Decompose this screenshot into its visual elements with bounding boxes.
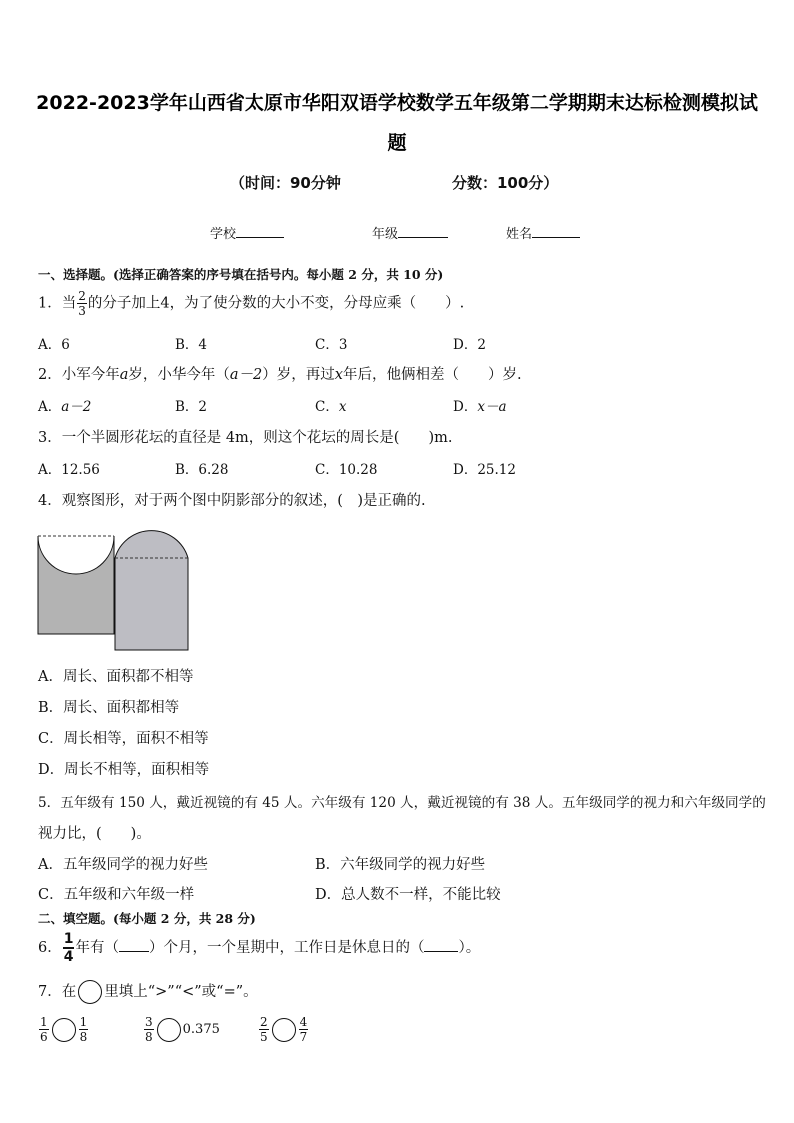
q2-option-a[interactable]: A．a－2 bbox=[38, 399, 92, 415]
q7-pair-1: $\frac{1}{6}$ $\frac{1}{8}$ bbox=[40, 1015, 88, 1044]
q4-option-c[interactable]: C．周长相等，面积不相等 bbox=[38, 731, 209, 747]
question-7: 7．在 里填上“>”“<”或“=”。 bbox=[38, 980, 258, 1004]
grade-label: 年级 bbox=[372, 227, 399, 242]
circle-icon bbox=[78, 980, 102, 1004]
q2-option-c[interactable]: C．x bbox=[315, 399, 347, 415]
section-heading-choice: 一、选择题。(选择正确答案的序号填在括号内。每小题 2 分，共 10 分) bbox=[38, 267, 444, 282]
question-3: 3．一个半圆形花坛的直径是 4m，则这个花坛的周长是( )m. bbox=[38, 430, 453, 446]
q1-option-d[interactable]: D．2 bbox=[453, 337, 486, 353]
page-title: 2022-2023学年山西省太原市华阳双语学校数学五年级第二学期期末达标检测模拟试 bbox=[36, 92, 758, 114]
q7-pair-3: $\frac{2}{5}$ $\frac{4}{7}$ bbox=[260, 1015, 308, 1044]
q7-compare-circle-3[interactable] bbox=[272, 1018, 296, 1042]
q5-option-d[interactable]: D．总人数不一样，不能比较 bbox=[315, 887, 501, 903]
q3-option-d[interactable]: D．25.12 bbox=[453, 462, 516, 478]
q7-compare-circle-2[interactable] bbox=[157, 1018, 181, 1042]
q1-option-b[interactable]: B．4 bbox=[175, 337, 208, 353]
q4-option-a[interactable]: A．周长、面积都不相等 bbox=[38, 669, 194, 685]
q3-option-c[interactable]: C．10.28 bbox=[315, 462, 378, 478]
q6-blank-2[interactable] bbox=[424, 951, 458, 952]
page-title-continued: 题 bbox=[387, 132, 407, 154]
var-a: a bbox=[119, 367, 129, 383]
section-heading-fill-in: 二、填空题。(每小题 2 分，共 28 分) bbox=[38, 911, 256, 926]
q5-option-b[interactable]: B．六年级同学的视力好些 bbox=[315, 857, 486, 873]
school-label: 学校 bbox=[210, 227, 237, 242]
grade-blank[interactable] bbox=[398, 237, 448, 238]
shaded-rectangle-with-semicircle-cutout bbox=[38, 536, 114, 634]
q7-compare-circle-1[interactable] bbox=[52, 1018, 76, 1042]
q4-option-d[interactable]: D．周长不相等，面积相等 bbox=[38, 762, 210, 778]
q7-pair-2: $\frac{3}{8}$ 0.375 bbox=[145, 1015, 220, 1044]
grade-field[interactable] bbox=[372, 223, 448, 242]
var-x: x bbox=[334, 367, 343, 383]
q6-blank-1[interactable] bbox=[119, 951, 149, 952]
expr-a-minus-2: a－2 bbox=[229, 367, 263, 383]
q1-fraction: $\frac{2}{3}$ bbox=[78, 289, 86, 318]
q5-option-a[interactable]: A．五年级同学的视力好些 bbox=[38, 857, 208, 873]
question-6: 6． $\frac{1}{4}$ 年有（ ）个月，一个星期中，工作日是休息日的（ ）。 bbox=[38, 931, 481, 965]
q5-option-c[interactable]: C．五年级和六年级一样 bbox=[38, 887, 195, 903]
time-label: （时间：90分钟 bbox=[230, 174, 341, 192]
q4-option-b[interactable]: B．周长、面积都相等 bbox=[38, 700, 180, 716]
q2-option-d[interactable]: D．x－a bbox=[453, 399, 507, 415]
q6-fraction: $\frac{1}{4}$ bbox=[63, 931, 74, 965]
q1-option-a[interactable]: A．6 bbox=[38, 337, 70, 353]
question-2: 2．小军今年a岁，小华今年（a－2）岁，再过x年后，他俩相差（ ）岁. bbox=[38, 367, 522, 383]
q1-text: 的分子加上4，为了使分数的大小不变，分母应乘（ ）. bbox=[87, 295, 465, 312]
question-4: 4．观察图形，对于两个图中阴影部分的叙述，( )是正确的. bbox=[38, 493, 426, 509]
question-5-line2: 视力比，( )。 bbox=[38, 826, 151, 842]
q2-option-b[interactable]: B．2 bbox=[175, 399, 208, 415]
school-blank[interactable] bbox=[236, 237, 284, 238]
name-field[interactable] bbox=[506, 223, 580, 242]
name-blank[interactable] bbox=[532, 237, 580, 238]
q1-prefix: 1．当 bbox=[38, 295, 77, 312]
school-field[interactable] bbox=[210, 223, 284, 242]
score-label: 分数：100分） bbox=[452, 174, 559, 192]
question-1 bbox=[38, 290, 464, 317]
question-5-line1: 5．五年级有 150 人，戴近视镜的有 45 人。六年级有 120 人，戴近视镜的有 38 人。五年级同学的视力和六年级同学的 bbox=[38, 795, 766, 811]
shaded-rectangle-with-semicircle-top bbox=[115, 531, 188, 650]
q3-option-b[interactable]: B．6.28 bbox=[175, 462, 229, 478]
q4-figure bbox=[36, 518, 192, 652]
q3-option-a[interactable]: A．12.56 bbox=[38, 462, 100, 478]
q1-option-c[interactable]: C．3 bbox=[315, 337, 348, 353]
name-label: 姓名 bbox=[506, 227, 533, 242]
